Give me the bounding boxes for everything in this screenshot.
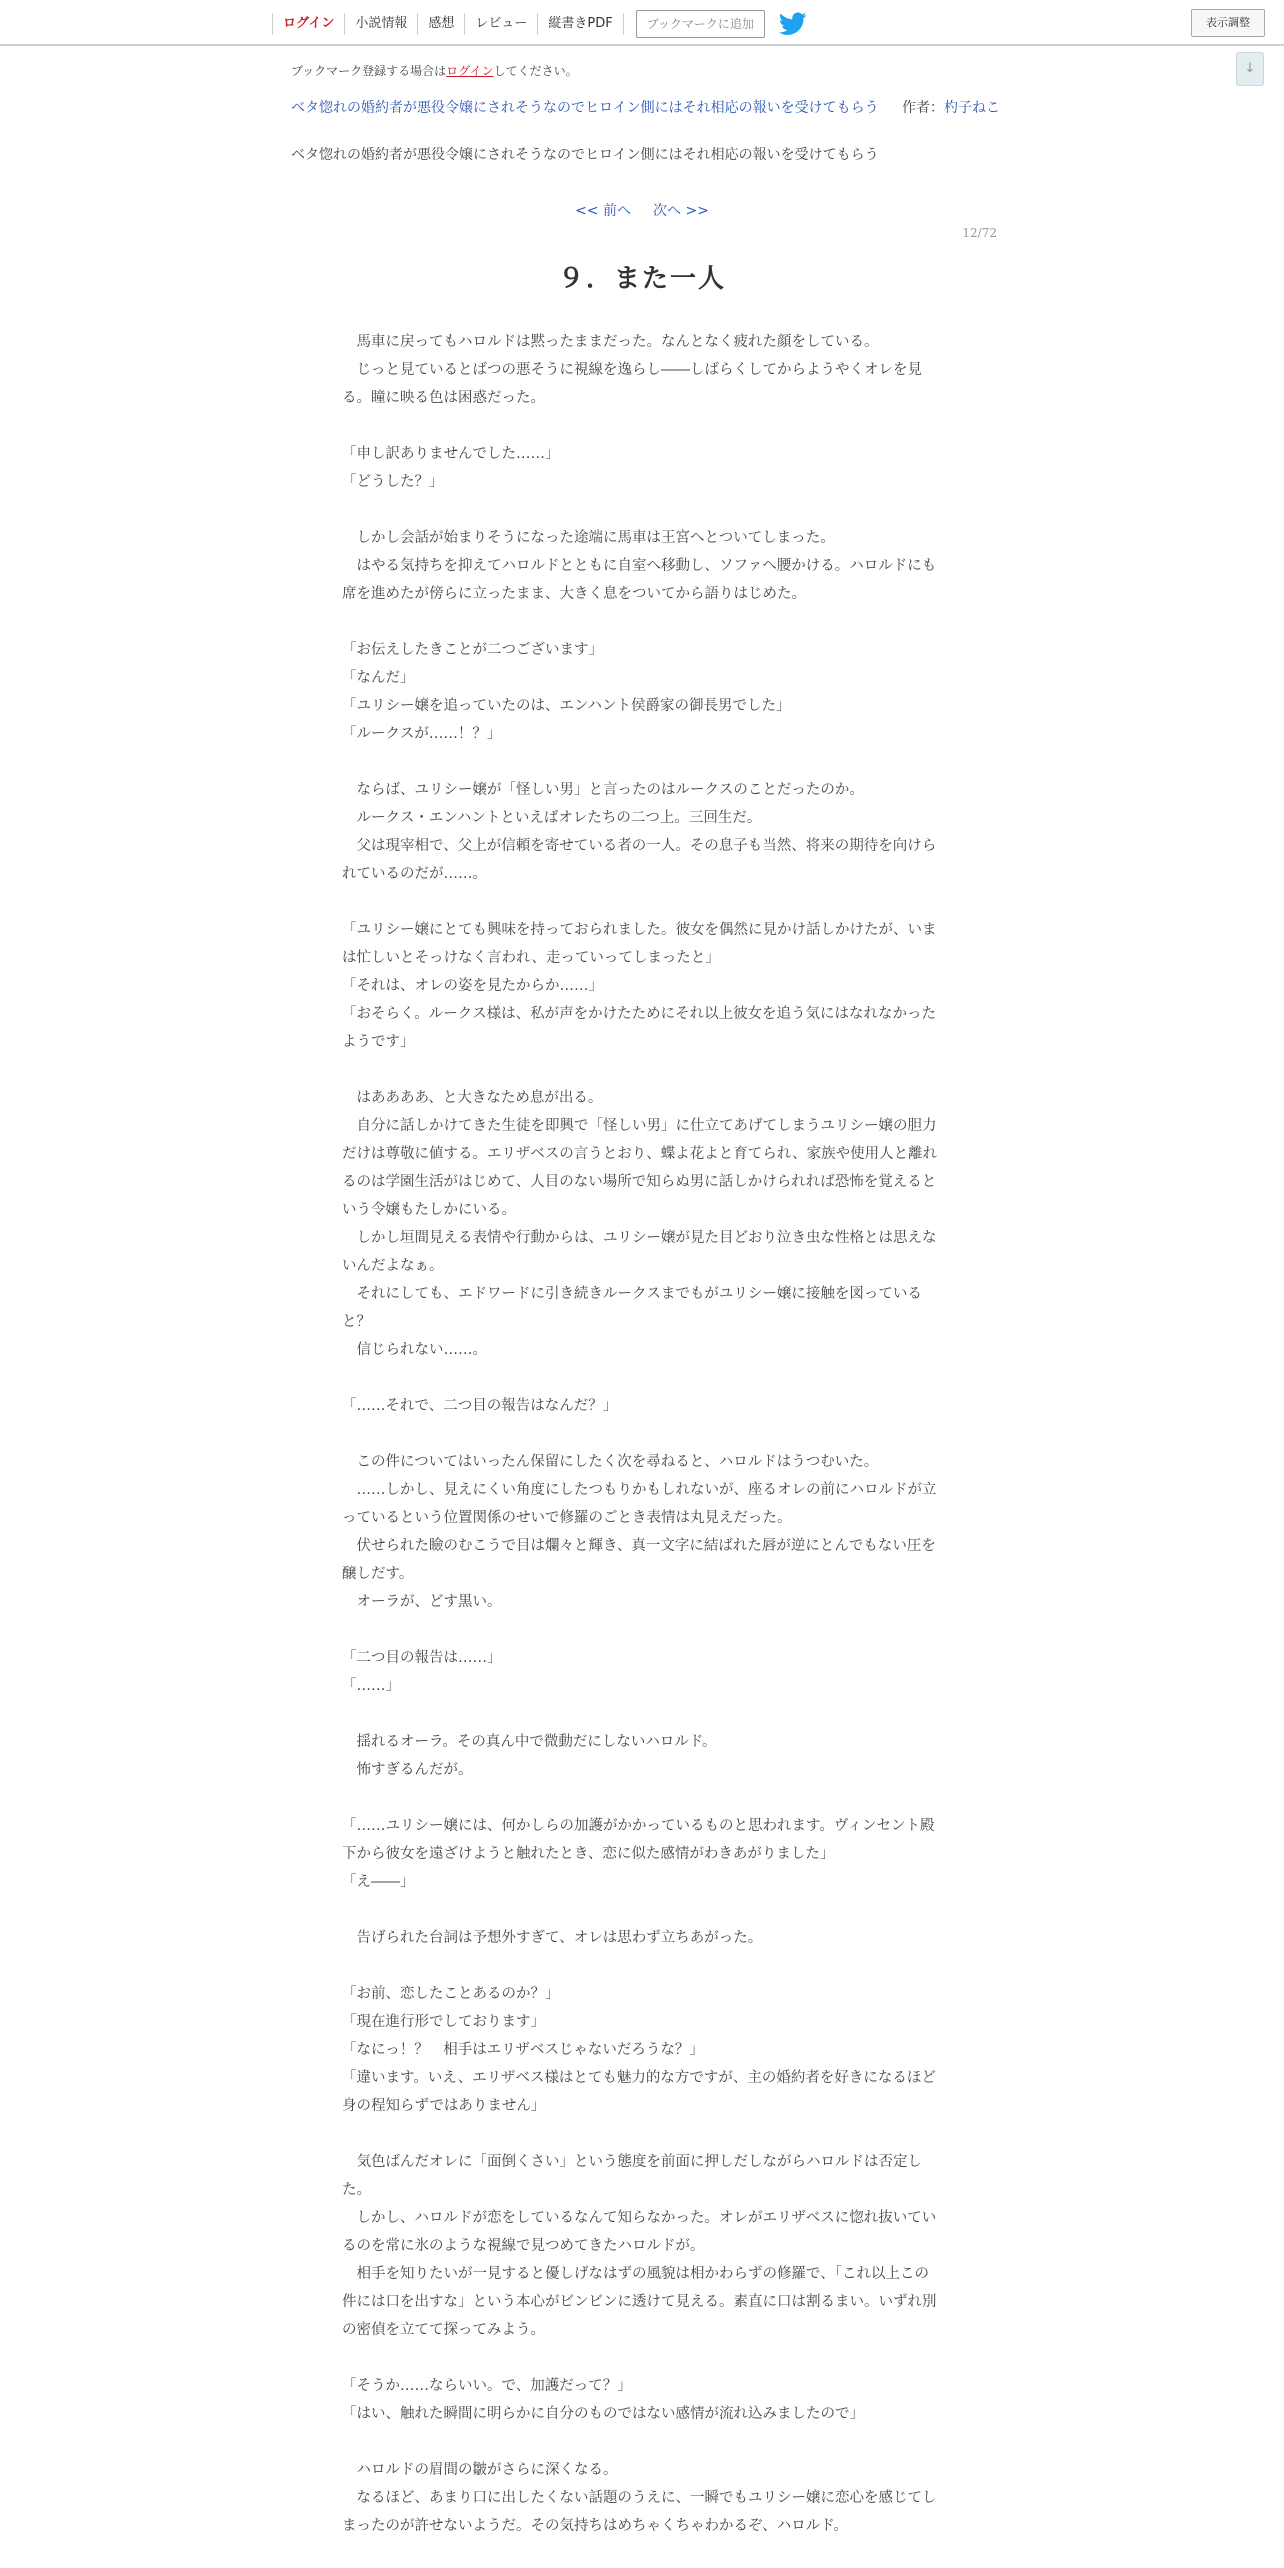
body-paragraph: はああああ、と大きなため息が出る。 (342, 1090, 603, 1106)
body-paragraph: なるほど、あまり口に出したくない話題のうえに、一瞬でもユリシー嬢に恋心を感じてしまったのが許せないようだ。その気持ちはめちゃくちゃわかるぞ、ハロルド。 (342, 2490, 937, 2534)
author-info (902, 96, 1000, 120)
body-paragraph (342, 496, 942, 524)
body-paragraph: じっと見ているとばつの悪そうに視線を逸らし――しばらくしてからようやくオレを見る。瞳に映る色は困惑だった。 (342, 362, 922, 406)
prev-chapter-link[interactable]: << 前へ (575, 203, 631, 219)
body-paragraph (342, 748, 942, 776)
display-settings-button[interactable]: 表示調整 (1191, 9, 1265, 37)
body-paragraph: ハロルドの眉間の皺がさらに深くなる。 (342, 2462, 618, 2478)
body-paragraph: 「ユリシー嬢を追っていたのは、エンハント侯爵家の御長男でした」 (342, 698, 791, 714)
body-paragraph: はやる気持ちを抑えてハロルドとともに自室へ移動し、ソファへ腰かける。ハロルドにも席を進めたが傍らに立ったまま、大きく息をついてから語りはじめた。 (342, 558, 937, 602)
body-paragraph: 「お伝えしたきことが二つございます」 (342, 642, 603, 658)
body-paragraph: 「どうした？」 (342, 474, 444, 490)
novel-subtitle: ベタ惚れの婚約者が悪役令嬢にされそうなのでヒロイン側にはそれ相応の報いを受けてもらう (291, 147, 879, 163)
body-paragraph: 告げられた台詞は予想外すぎて、オレは思わず立ちあがった。 (342, 1930, 763, 1946)
body-paragraph: 「……ユリシー嬢には、何かしらの加護がかかっているものと思われます。ヴィンセント殿下から彼女を遠ざけようと触れたとき、恋に似た感情がわきあがりました」 (342, 1818, 935, 1862)
bookmark-notice-login-link[interactable]: ログイン (446, 64, 494, 78)
body-paragraph: しかし会話が始まりそうになった途端に馬車は王宮へとついてしまった。 (342, 530, 835, 546)
bookmark-notice-text: ブックマーク登録する場合は (291, 64, 447, 78)
body-paragraph (342, 1420, 942, 1448)
body-paragraph: 「はい、触れた瞬間に明らかに自分のものではない感情が流れ込みましたので」 (342, 2406, 864, 2422)
chapter-page-count: 12/72 (962, 226, 997, 240)
body-paragraph: 「ユリシー嬢にとても興味を持っておられました。彼女を偶然に見かけ話しかけたが、いまは忙しいとそっけなく言われ、走っていってしまったと」 (342, 922, 937, 966)
body-paragraph: 「そうか……ならいい。で、加護だって？」 (342, 2378, 632, 2394)
body-paragraph (342, 888, 942, 916)
body-paragraph: 「おそらく。ルークス様は、私が声をかけたためにそれ以上彼女を追う気にはなれなかったようです」 (342, 1006, 937, 1050)
add-bookmark-button[interactable]: ブックマークに追加 (636, 10, 765, 38)
body-paragraph (342, 2428, 942, 2456)
body-paragraph: 「それは、オレの姿を見たからか……」 (342, 978, 603, 994)
nav-novel-info-link[interactable]: 小説情報 (344, 13, 417, 35)
body-paragraph: 馬車に戻ってもハロルドは黙ったままだった。なんとなく疲れた顔をしている。 (342, 334, 879, 350)
body-paragraph: ならば、ユリシー嬢が「怪しい男」と言ったのはルークスのことだったのか。 (342, 782, 864, 798)
body-paragraph: オーラが、どす黒い。 (342, 1594, 502, 1610)
body-paragraph: それにしても、エドワードに引き続きルークスまでもがユリシー嬢に接触を図っていると？ (342, 1286, 922, 1330)
body-paragraph: 「なんだ」 (342, 670, 415, 686)
nav-review-link[interactable]: レビュー (464, 13, 537, 35)
body-paragraph (342, 1896, 942, 1924)
body-paragraph: 怖すぎるんだが。 (342, 1762, 473, 1778)
body-paragraph: 伏せられた瞼のむこうで目は爛々と輝き、真一文字に結ばれた唇が逆にとんでもない圧を醸しだす。 (342, 1538, 936, 1582)
body-paragraph (342, 1700, 942, 1728)
body-paragraph: 気色ばんだオレに「面倒くさい」という態度を前面に押しだしながらハロルドは否定した。 (342, 2154, 922, 2198)
body-paragraph: 信じられない……。 (342, 1342, 487, 1358)
body-paragraph: 相手を知りたいが一見すると優しげなはずの風貌は相かわらずの修羅で、「これ以上この件には口を出すな」という本心がビンビンに透けて見える。素直に口は割るまい。いずれ別の密偵を立てて探ってみよう。 (342, 2266, 937, 2338)
chapter-body (342, 328, 942, 2540)
bookmark-notice-text-end: してください。 (493, 64, 578, 78)
body-paragraph (342, 1056, 942, 1084)
body-paragraph: 「違います。いえ、エリザベス様はとても魅力的な方ですが、主の婚約者を好きになるほど身の程知らずではありません」 (342, 2070, 936, 2114)
body-paragraph: 揺れるオーラ。その真ん中で微動だにしないハロルド。 (342, 1734, 717, 1750)
body-paragraph (342, 412, 942, 440)
body-paragraph (342, 1364, 942, 1392)
bookmark-login-notice (291, 62, 578, 79)
body-paragraph: 自分に話しかけてきた生徒を即興で「怪しい男」に仕立てあげてしまうユリシー嬢の胆力だけは尊敬に値する。エリザベスの言うとおり、蝶よ花よと育てられ、家族や使用人と離れるのは学園生活がはじめて、人目のない場所で知らぬ男に話しかけられれば恐怖を覚えるという令嬢もたしかにいる。 (342, 1118, 938, 1218)
body-paragraph (342, 2120, 942, 2148)
body-paragraph: しかし垣間見える表情や行動からは、ユリシー嬢が見た目どおり泣き虫な性格とは思えないんだよなぁ。 (342, 1230, 937, 1274)
author-name-link[interactable]: 杓子ねこ (944, 100, 1000, 116)
body-paragraph: 「なにっ！？ 相手はエリザベスじゃないだろうな？」 (342, 2042, 704, 2058)
novel-title-link[interactable]: ベタ惚れの婚約者が悪役令嬢にされそうなのでヒロイン側にはそれ相応の報いを受けてもらう (291, 100, 879, 116)
body-paragraph (342, 1952, 942, 1980)
body-paragraph: 「現在進行形でしております」 (342, 2014, 545, 2030)
body-paragraph: 「……」 (342, 1678, 400, 1694)
body-paragraph: ルークス・エンハントといえばオレたちの二つ上。三回生だ。 (342, 810, 762, 826)
body-paragraph (342, 1784, 942, 1812)
body-paragraph (342, 608, 942, 636)
nav-vertical-pdf-link[interactable]: 縦書きPDF (537, 13, 623, 35)
body-paragraph (342, 1616, 942, 1644)
body-paragraph (342, 2344, 942, 2372)
body-paragraph: 「お前、恋したことあるのか？」 (342, 1986, 560, 2002)
nav-login-link[interactable]: ログイン (272, 13, 344, 35)
scroll-down-button[interactable]: ↓ (1236, 52, 1264, 86)
nav-impressions-link[interactable]: 感想 (417, 13, 464, 35)
body-paragraph: 「ルークスが……！？」 (342, 726, 502, 742)
main-nav (272, 6, 807, 42)
body-paragraph: ……しかし、見えにくい角度にしたつもりかもしれないが、座るオレの前にハロルドが立っているという位置関係のせいで修羅のごとき表情は丸見えだった。 (342, 1482, 937, 1526)
top-navigation-bar (0, 0, 1284, 46)
chapter-title: ９．また一人 (557, 264, 726, 294)
chapter-pager (0, 200, 1284, 220)
body-paragraph: 「え――」 (342, 1874, 415, 1890)
body-paragraph: 「二つ目の報告は……」 (342, 1650, 502, 1666)
next-chapter-link[interactable]: 次へ >> (653, 203, 709, 219)
author-label: 作者： (902, 100, 944, 116)
body-paragraph: 「……それで、二つ目の報告はなんだ？」 (342, 1398, 618, 1414)
body-paragraph: 父は現宰相で、父上が信頼を寄せている者の一人。その息子も当然、将来の期待を向けられているのだが……。 (342, 838, 937, 882)
twitter-bird-icon[interactable] (779, 12, 807, 36)
body-paragraph: しかし、ハロルドが恋をしているなんて知らなかった。オレがエリザベスに惚れ抜いているのを常に氷のような視線で見つめてきたハロルドが。 (342, 2210, 937, 2254)
body-paragraph: 「申し訳ありませんでした……」 (342, 446, 560, 462)
body-paragraph: この件についてはいったん保留にしたく次を尋ねると、ハロルドはうつむいた。 (342, 1454, 879, 1470)
